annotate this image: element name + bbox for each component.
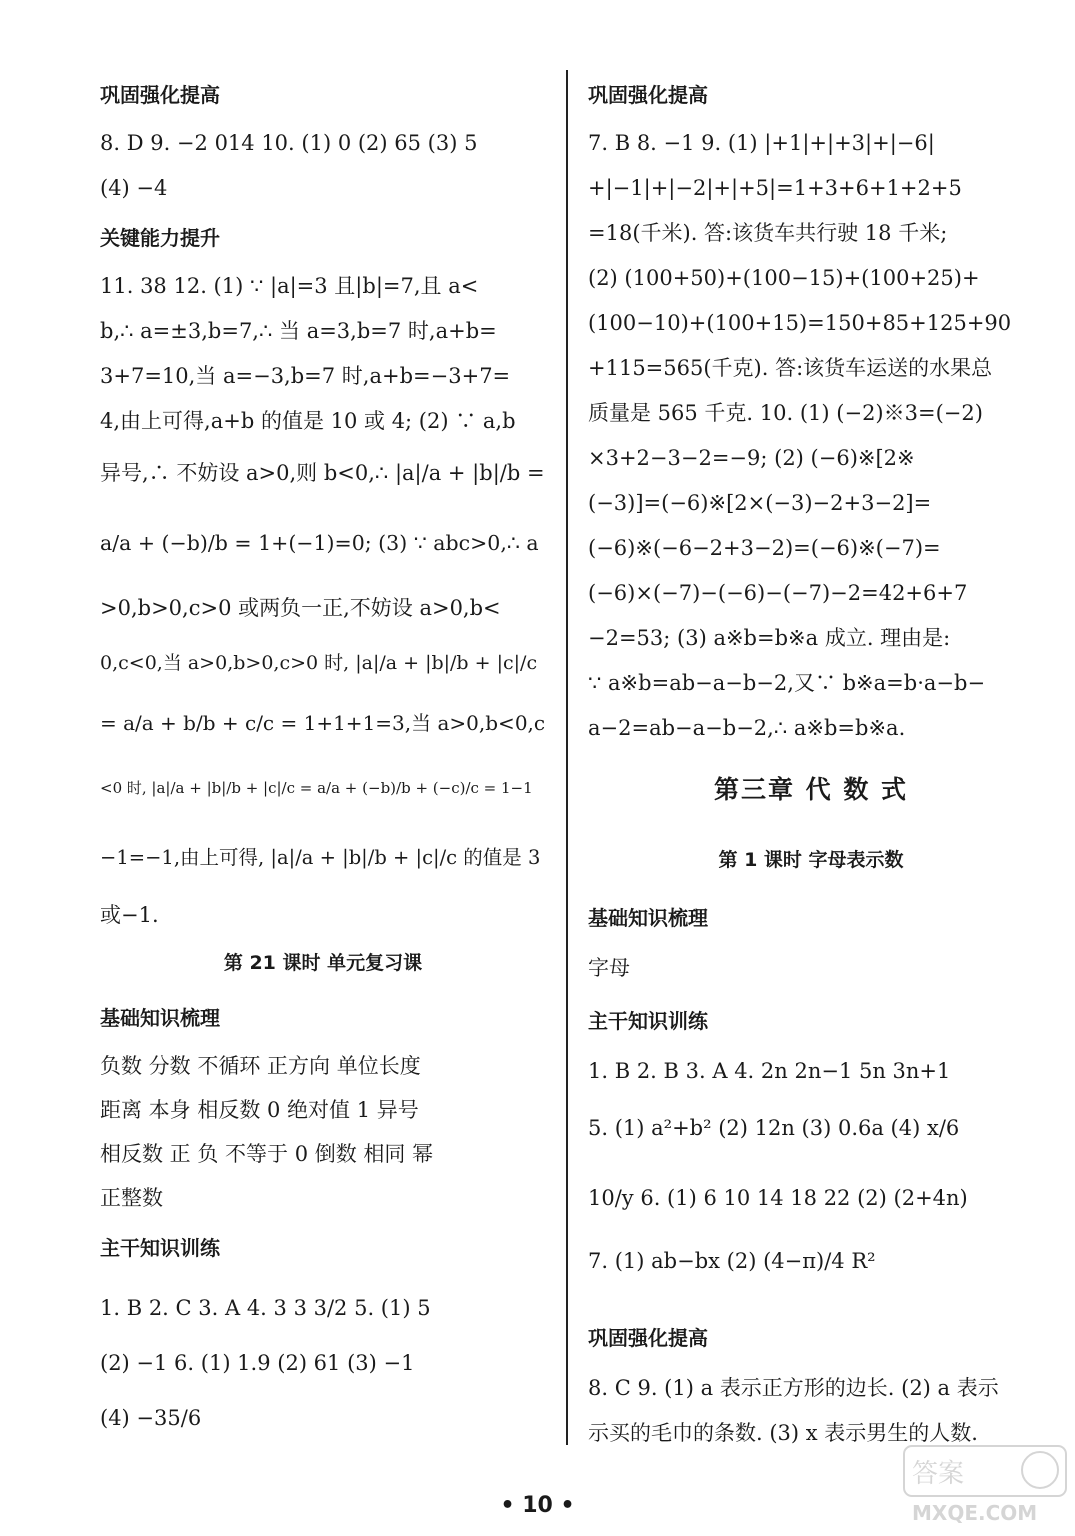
answer-line: a/a + (−b)/b = 1+(−1)=0; (3) ∵ abc>0,∴ a xyxy=(100,531,539,555)
section-heading: 巩固强化提高 xyxy=(588,1326,708,1350)
chapter-title: 第三章 代 数 式 xyxy=(713,775,909,804)
answer-line: <0 时, |a|/a + |b|/b + |c|/c = a/a + (−b)/b + (−c)/c = 1−1 xyxy=(100,779,533,797)
answer-line: (−6)※(−6−2+3−2)=(−6)※(−7)= xyxy=(588,536,941,560)
column-divider xyxy=(566,70,568,1445)
section-heading: 基础知识梳理 xyxy=(100,1006,220,1030)
answer-line: >0,b>0,c>0 或两负一正,不妨设 a>0,b< xyxy=(100,596,501,620)
section-heading: 主干知识训练 xyxy=(100,1236,220,1260)
watermark-logo xyxy=(900,1440,1070,1530)
answer-line: 负数 分数 不循环 正方向 单位长度 xyxy=(100,1054,421,1078)
answer-line: 11. 38 12. (1) ∵ |a|=3 且|b|=7,且 a< xyxy=(100,274,479,298)
answer-line: 相反数 正 负 不等于 0 倒数 相同 幂 xyxy=(100,1142,434,1166)
answer-line: 距离 本身 相反数 0 绝对值 1 异号 xyxy=(100,1098,419,1122)
answer-line: 或−1. xyxy=(100,903,159,927)
answer-line: −2=53; (3) a※b=b※a 成立. 理由是: xyxy=(588,626,951,650)
answer-line: 4,由上可得,a+b 的值是 10 或 4; (2) ∵ a,b xyxy=(100,409,516,433)
section-heading: 主干知识训练 xyxy=(588,1009,708,1033)
answer-line: = a/a + b/b + c/c = 1+1+1=3,当 a>0,b<0,c xyxy=(100,711,546,735)
answer-line: 0,c<0,当 a>0,b>0,c>0 时, |a|/a + |b|/b + |c|/c xyxy=(100,652,538,674)
answer-line: ∵ a※b=ab−a−b−2,又∵ b※a=b·a−b− xyxy=(588,671,986,695)
answer-line: 8. C 9. (1) a 表示正方形的边长. (2) a 表示 xyxy=(588,1376,999,1400)
section-heading: 基础知识梳理 xyxy=(588,906,708,930)
answer-line: 1. B 2. C 3. A 4. 3 3 3/2 5. (1) 5 xyxy=(100,1296,431,1320)
answer-line: +115=565(千克). 答:该货车运送的水果总 xyxy=(588,356,993,380)
answer-line: 质量是 565 千克. 10. (1) (−2)※3=(−2) xyxy=(588,401,983,425)
answer-line: 1. B 2. B 3. A 4. 2n 2n−1 5n 3n+1 xyxy=(588,1059,951,1083)
answer-line: 10/y 6. (1) 6 10 14 18 22 (2) (2+4n) xyxy=(588,1186,968,1210)
section-heading: 关键能力提升 xyxy=(100,226,220,250)
section-heading: 巩固强化提高 xyxy=(588,83,708,107)
answer-line: (4) −4 xyxy=(100,176,168,200)
answer-line: 7. B 8. −1 9. (1) |+1|+|+3|+|−6| xyxy=(588,131,935,155)
page-number: • 10 • xyxy=(500,1493,575,1518)
answer-line: (2) (100+50)+(100−15)+(100+25)+ xyxy=(588,266,980,290)
svg-text:答案: 答案 xyxy=(912,1459,965,1489)
answer-line: 7. (1) ab−bx (2) (4−π)/4 R² xyxy=(588,1249,876,1273)
answer-line: (4) −35/6 xyxy=(100,1406,202,1430)
answer-line: −1=−1,由上可得, |a|/a + |b|/b + |c|/c 的值是 3 xyxy=(100,846,541,869)
answer-line: +|−1|+|−2|+|+5|=1+3+6+1+2+5 xyxy=(588,176,962,200)
svg-text:MXQE.COM: MXQE.COM xyxy=(912,1501,1038,1525)
answer-line: 5. (1) a²+b² (2) 12n (3) 0.6a (4) x/6 xyxy=(588,1116,960,1140)
answer-line: (−6)×(−7)−(−6)−(−7)−2=42+6+7 xyxy=(588,581,968,605)
answer-line: ×3+2−3−2=−9; (2) (−6)※[2※ xyxy=(588,446,915,470)
section-heading: 巩固强化提高 xyxy=(100,83,220,107)
answer-line: a−2=ab−a−b−2,∴ a※b=b※a. xyxy=(588,716,906,740)
lesson-title: 第 1 课时 字母表示数 xyxy=(718,849,904,871)
answer-line: 字母 xyxy=(588,956,630,980)
answer-line: (−3)]=(−6)※[2×(−3)−2+3−2]= xyxy=(588,491,932,515)
answer-line: 8. D 9. −2 014 10. (1) 0 (2) 65 (3) 5 xyxy=(100,131,478,155)
answer-line: 3+7=10,当 a=−3,b=7 时,a+b=−3+7= xyxy=(100,364,511,388)
answer-line: 示买的毛巾的条数. (3) x 表示男生的人数. xyxy=(588,1421,978,1445)
answer-line: (100−10)+(100+15)=150+85+125+90 xyxy=(588,311,1012,335)
answer-line: b,∴ a=±3,b=7,∴ 当 a=3,b=7 时,a+b= xyxy=(100,319,497,343)
answer-line: =18(千米). 答:该货车共行驶 18 千米; xyxy=(588,221,948,245)
answer-line: (2) −1 6. (1) 1.9 (2) 61 (3) −1 xyxy=(100,1351,415,1375)
answer-line: 异号,∴ 不妨设 a>0,则 b<0,∴ |a|/a + |b|/b = xyxy=(100,461,545,485)
lesson-title: 第 21 课时 单元复习课 xyxy=(223,952,423,974)
answer-line: 正整数 xyxy=(100,1186,163,1210)
